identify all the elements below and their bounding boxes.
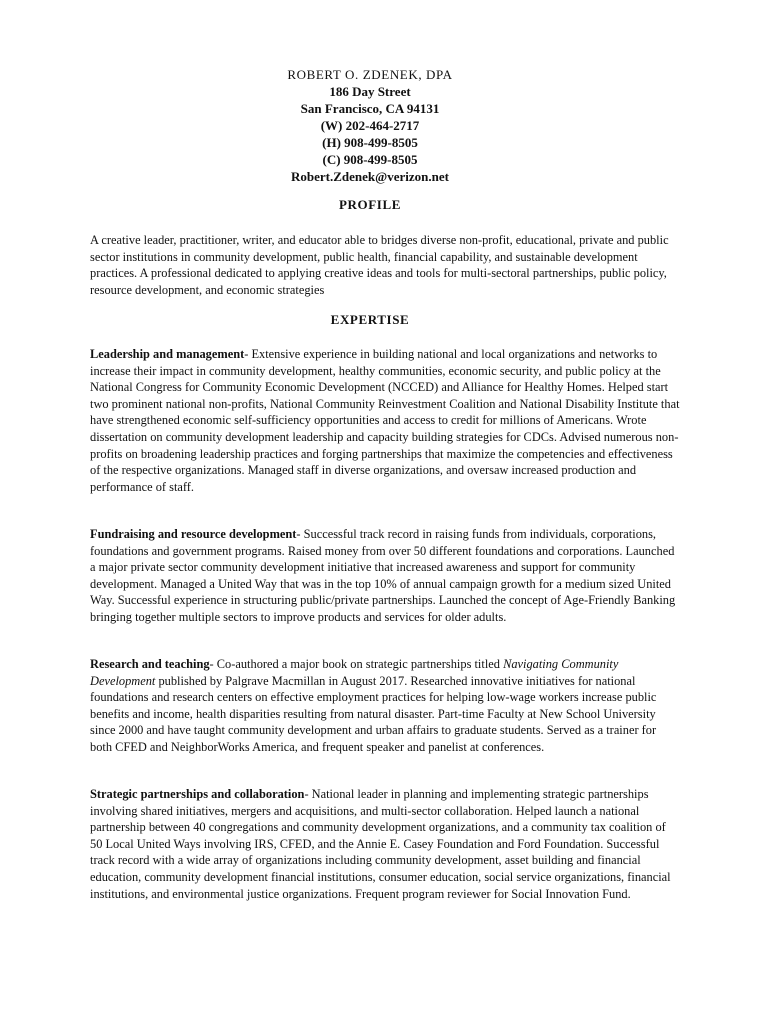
work-phone: (W) 202-464-2717 (320, 118, 420, 133)
fundraising-paragraph (90, 526, 680, 626)
fundraising-heading: Fundraising and resource development (90, 527, 297, 541)
research-text-before: - Co-authored a major book on strategic partnerships titled (209, 657, 504, 671)
leadership-heading: Leadership and management (90, 347, 245, 361)
partnerships-paragraph (90, 786, 680, 902)
contact-header (0, 66, 740, 185)
partnerships-heading: Strategic partnerships and collaboration (90, 787, 305, 801)
research-text-after: published by Palgrave Macmillan in August 2017. Researched innovative initiatives for national foundations and research centers on effective employment practices for helping low-wage workers increase public benefits and income, health disparities resulting from natural disaster. Part-time Faculty at New School University since 2000 and have taught community development and urban affairs to graduate students. Served as a trainer for both CFED and NeighborWorks America, and frequent speaker and panelist at conferences. (90, 673, 657, 754)
leadership-paragraph (90, 346, 680, 495)
book-title: Navigating Community Development (90, 657, 619, 688)
research-paragraph (90, 656, 680, 756)
partnerships-text: - National leader in planning and implementing strategic partnerships involving shared initiatives, mergers and acquisitions, and multi-sector collaboration. Helped launch a national partnership between 40 congregations and community development organizations, and a community tax coalition of 50 Local United Ways involving IRS, CFED, and the Annie E. Casey Foundation and Ford Foundation. Successful track record with a wide array of organizations including community development, asset building and financial education, community development financial institutions, consumer education, social service organizations, financial institutions, and environmental justice organizations. Frequent program reviewer for Social Innovation Fund. (90, 787, 671, 901)
person-name: ROBERT O. ZDENEK, DPA (287, 67, 453, 82)
leadership-text: - Extensive experience in building national and local organizations and networks to increase their impact in community development, healthy communities, economic security, and public policy at the National Congress for Community Economic Development (NCCED) and Alliance for Healthy Homes. Helped start two prominent national non-profits, National Community Reinvestment Coalition and National Disability Institute that have strengthened economic self-sufficiency opportunities and access to credit for millions of Americans. Wrote dissertation on community development leadership and capacity building strategies for CDCs. Advised numerous non-profits on broadening leadership practices and forging partnerships that maximize the competencies and effectiveness of the respective organizations. Managed staff in diverse organizations, and oversaw increased production and performance of staff. (90, 347, 680, 494)
fundraising-text: - Successful track record in raising funds from individuals, corporations, foundations and government programs. Raised money from over 50 different foundations and corporations. Launched a major private sector community development initiative that increased awareness and support for community development. Managed a United Way that was in the top 10% of annual campaign growth for a medium sized United Way. Successful experience in structuring public/private partnerships. Launched the concept of Age-Friendly Banking bringing together multiple sectors to improve products and services for older adults. (90, 527, 676, 624)
street-address: 186 Day Street (329, 84, 411, 99)
cell-phone: (C) 908-499-8505 (322, 152, 418, 167)
profile-paragraph: A creative leader, practitioner, writer, and educator able to bridges diverse non-profit, educational, private and public sector institutions in community development, public health, financial capability, and sustainable development practices. A professional dedicated to applying creative ideas and tools for multi-sectoral partnerships, public policy, resource development, and economic strategies (90, 233, 669, 297)
profile-heading: PROFILE (339, 197, 401, 212)
home-phone: (H) 908-499-8505 (322, 135, 418, 150)
expertise-heading: EXPERTISE (330, 312, 410, 327)
email-address: Robert.Zdenek@verizon.net (291, 169, 449, 184)
research-heading: Research and teaching (90, 657, 210, 671)
city-state-zip: San Francisco, CA 94131 (300, 101, 440, 116)
